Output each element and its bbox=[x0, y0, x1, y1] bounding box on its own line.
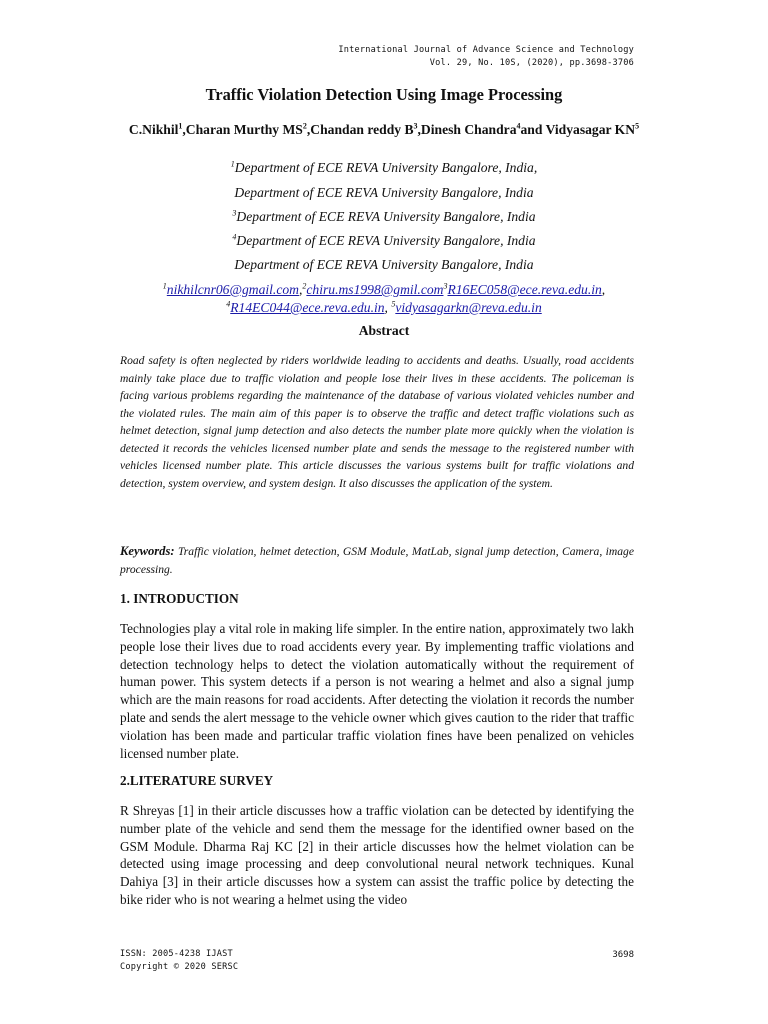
author-3-sup: 3 bbox=[413, 121, 418, 131]
affiliation-2 bbox=[0, 185, 768, 201]
author-1: C.Nikhil bbox=[128, 122, 179, 137]
affiliation-2-text: Department of ECE REVA University Bangalore, India bbox=[234, 185, 534, 200]
author-emails bbox=[100, 281, 668, 317]
abstract-heading: Abstract bbox=[358, 323, 410, 338]
paper-title: Traffic Violation Detection Using Image Processing bbox=[205, 85, 563, 104]
email-link-4[interactable]: R14EC044@ece.reva.edu.in bbox=[230, 300, 385, 315]
email-link-2[interactable]: chiru.ms1998@gmil.com bbox=[306, 282, 444, 297]
section-2-text: R Shreyas [1] in their article discusses how a traffic violation can be detected by identifying the number plate of the vehicle and send them the message for the identified owner based on the GSM Module. Dharma Raj KC [2] in their article discusses how the helmet violation can be detected using image processing and deep convolutional neural network techniques. Kunal Dahiya [3] in their article discusses how a system can assist the traffic police by detecting the bike rider who is not wearing a helmet using the video bbox=[120, 803, 634, 907]
affiliation-4 bbox=[0, 233, 768, 249]
author-2-sup: 2 bbox=[302, 121, 307, 131]
affiliation-4-sup: 4 bbox=[232, 232, 237, 242]
footer-copyright: Copyright © 2020 SERSC bbox=[120, 962, 239, 972]
affiliation-3-text: Department of ECE REVA University Bangalore, India bbox=[236, 209, 536, 224]
keywords-block bbox=[120, 542, 634, 579]
affiliation-4-text: Department of ECE REVA University Bangalore, India bbox=[236, 233, 536, 248]
author-list bbox=[100, 121, 668, 138]
author-5: and Vidyasagar KN bbox=[520, 122, 636, 137]
affiliation-5 bbox=[0, 257, 768, 273]
email-2-sup: 2 bbox=[302, 281, 307, 291]
page-number: 3698 bbox=[612, 950, 634, 960]
author-4-sup: 4 bbox=[516, 121, 521, 131]
journal-header bbox=[338, 44, 634, 70]
author-5-sup: 5 bbox=[635, 121, 640, 131]
author-4: ,Dinesh Chandra bbox=[417, 122, 517, 137]
keywords-text: Traffic violation, helmet detection, GSM Module, MatLab, signal jump detection, Camera, image processing. bbox=[120, 545, 634, 576]
email-4-sup: 4 bbox=[226, 299, 231, 309]
affiliation-3 bbox=[0, 209, 768, 225]
section-2-heading: 2.LITERATURE SURVEY bbox=[120, 773, 274, 788]
author-2: ,Charan Murthy MS bbox=[182, 122, 303, 137]
footer-issn: ISSN: 2005-4238 IJAST bbox=[120, 949, 233, 959]
abstract-text: Road safety is often neglected by riders worldwide leading to accidents and deaths. Usually, road accidents mainly take place due to traffic violation and people lose their lives in these accidents. The policeman is facing various problems regarding the maintenance of the database of various violated vehicles number and the violated rules. The main aim of this paper is to observe the traffic and detect traffic violations such as helmet detection, signal jump detection and also detects the number plate more quickly when the violation is detected it records the vehicles licensed number plate and sends the message to the registered number with vehicles licensed number plate. This article discusses the various systems built for traffic violations and detection, system overview, and system design. It also discusses the application of the system. bbox=[120, 354, 634, 490]
journal-name: International Journal of Advance Science and Technology bbox=[338, 45, 634, 55]
affiliation-5-text: Department of ECE REVA University Bangalore, India bbox=[234, 257, 534, 272]
affiliation-3-sup: 3 bbox=[232, 208, 237, 218]
affiliation-1-text: Department of ECE REVA University Bangalore, India, bbox=[234, 160, 538, 175]
section-1-text: Technologies play a vital role in making life simpler. In the entire nation, approximately two lakh people lose their lives due to road accidents every year. By implementing traffic violations and detection technology helps to detect the violation automatically without the requirement of human power. This system detects if a person is not wearing a helmet and also a signal jump which are the main reasons for road accidents. After detecting the violation it records the number plate and sends the alert message to the vehicle owner which gives caution to the rider that traffic violation has been made and particular traffic violation fines have been penalized on vehicles licensed number plate. bbox=[120, 621, 634, 761]
section-1-heading: 1. INTRODUCTION bbox=[120, 591, 239, 606]
author-1-sup: 1 bbox=[178, 121, 183, 131]
email-link-5[interactable]: vidyasagarkn@reva.edu.in bbox=[395, 300, 542, 315]
keywords-label: Keywords: bbox=[120, 544, 175, 558]
affiliation-1 bbox=[0, 160, 768, 176]
email-link-3[interactable]: R16EC058@ece.reva.edu.in bbox=[447, 282, 602, 297]
email-link-1[interactable]: nikhilcnr06@gmail.com bbox=[166, 282, 299, 297]
footer-meta bbox=[120, 948, 238, 974]
email-5-sup: 5 bbox=[391, 299, 396, 309]
journal-volume: Vol. 29, No. 10S, (2020), pp.3698-3706 bbox=[429, 58, 634, 68]
email-3-sup: 3 bbox=[443, 281, 448, 291]
affiliation-1-sup: 1 bbox=[230, 159, 235, 169]
email-1-sup: 1 bbox=[162, 281, 167, 291]
author-3: ,Chandan reddy B bbox=[306, 122, 414, 137]
email-line-1: $^1$nikhilcnr06@gmail.com,$^2$chiru.ms1998@gmil.com$^3$R16EC058@ece.reva.edu.in, bbox=[162, 281, 606, 297]
email-line-2: $^4$R14EC044@ece.reva.edu.in, $^5$vidyasagarkn@reva.edu.in bbox=[226, 299, 542, 315]
